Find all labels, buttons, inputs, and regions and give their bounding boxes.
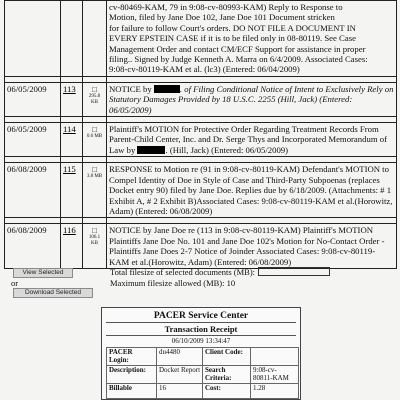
- receipt-value: 1.28: [251, 384, 299, 399]
- text-line: Management Order and contact CM/ECF Support for assistance in proper: [109, 43, 366, 54]
- receipt-label: Search Criteria:: [203, 366, 251, 384]
- receipt-row: [107, 348, 299, 366]
- text-line: cv-80469-KAM, 79 in 9:08-cv-80993-KAM) Reply to Response to: [109, 2, 343, 12]
- entry-text: NOTICE by . of Filing Conditional Notice of Intent to Exclusively Rely on Statutory Damages Provided by 18 U.S.C. 2255 (Hill, Jack) (Entered: 06/05/2009): [107, 82, 397, 116]
- max-filesize-label: Maximum filesize allowed (MB): 10: [110, 277, 236, 288]
- entry-date: 06/08/2009: [5, 163, 61, 218]
- view-selected-button[interactable]: View Selected: [13, 268, 73, 278]
- entry-text: NOTICE by Jane Doe re (113 in 9:08-cv-80119-KAM) Plaintiff's MOTION Plaintiffs Jane Doe No. 101 and Jane Doe 102's Motion for No-Contact Order -Plaintiffs Jane Does 2-7 Notice of Joinder Associated Cases: 9:08-cv-80119-KAM et al.(Horowitz, Adam) (Entered: 06/08/2009): [107, 224, 397, 269]
- text-line: Motion, filed by Jane Doe 102, Jane Doe 101 Document stricken: [109, 12, 335, 23]
- text-line: 9:08-cv-80119-KAM et al. (lc3) (Entered: 06/04/2009): [109, 64, 300, 75]
- docket-row: [5, 123, 397, 157]
- pacer-receipt: [101, 307, 301, 400]
- redaction-bar: [154, 85, 180, 93]
- or-label: or: [11, 278, 19, 288]
- docket-row: [5, 224, 397, 269]
- receipt-label: PACER Login:: [107, 348, 157, 366]
- text-line: filing.. Signed by Judge Kenneth A. Marra on 6/4/2009. Associated Cases:: [109, 54, 368, 65]
- entry-date: 06/08/2009: [5, 224, 61, 269]
- entry-number-link[interactable]: 113: [63, 83, 76, 94]
- receipt-table: [106, 347, 299, 399]
- text-line: EVERY EPSTEIN CASE if it is to be filed only in 08-80119. See Case: [109, 33, 356, 44]
- docket-row: [5, 82, 397, 116]
- receipt-value: 16: [157, 384, 203, 399]
- receipt-label: Cost:: [203, 384, 251, 399]
- receipt-label: Description:: [107, 366, 157, 384]
- entry-text: RESPONSE to Motion re (91 in 9:08-cv-80119-KAM) Defendant's MOTION to Compel Identity of Doe in Style of Case and Third-Party Subpoenas (replaces Docket entry 90) filed by Jane Doe. Replies due by 6/18/2009. (Attachments: # 1 Exhibit A, # 2 Exhibit B)Associated Cases: 9:08-cv-80119-KAM et al.(Horowitz, Adam) (Entered: 06/08/2009): [107, 163, 397, 218]
- receipt-label: Billable: [107, 384, 157, 399]
- redaction-bar: [137, 146, 165, 154]
- entry-number-link[interactable]: 115: [63, 164, 76, 175]
- select-checkbox[interactable]: □: [92, 226, 97, 236]
- total-filesize-field: [258, 267, 330, 276]
- receipt-value: 9:08-cv-80811-KAM: [251, 366, 299, 384]
- entry-number-link[interactable]: 116: [63, 225, 76, 236]
- entry-date: 06/05/2009: [5, 82, 61, 116]
- file-size: 0.6 MB: [86, 134, 103, 140]
- receipt-title: PACER Service Center: [106, 310, 296, 323]
- entry-number-link[interactable]: 114: [63, 124, 76, 135]
- receipt-subtitle: Transaction Receipt: [106, 324, 296, 336]
- receipt-label: Client Code:: [203, 348, 251, 366]
- receipt-row: [107, 384, 299, 399]
- receipt-row: [107, 366, 299, 384]
- entry-text: Plaintiff's MOTION for Protective Order Regarding Treatment Records From Parent-Child Center, Inc. and Dr. Serge Thys and Incorporated Memorandum of Law by . (Hill, Jack) (Entered: 06/05/2009): [107, 123, 397, 157]
- receipt-timestamp: 06/10/2009 13:34:47: [171, 337, 231, 345]
- receipt-value: Docket Report: [157, 366, 203, 384]
- entry-date: 06/05/2009: [5, 123, 61, 157]
- filesize-info: [110, 267, 330, 288]
- docket-table: [4, 0, 397, 269]
- receipt-value: du4480: [157, 348, 203, 366]
- text-line: for failure to follow Court's orders. DO NOT FILE A DOCUMENT IN: [109, 22, 356, 33]
- select-checkbox[interactable]: □: [92, 125, 97, 135]
- file-size: 106.1 KB: [88, 235, 101, 247]
- total-filesize-label: Total filesize of selected documents (MB):: [110, 267, 256, 277]
- receipt-value: [251, 348, 299, 366]
- select-checkbox[interactable]: □: [92, 84, 97, 94]
- select-checkbox[interactable]: □: [92, 165, 97, 175]
- file-size: 3.8 MB: [86, 174, 103, 180]
- entry-text: [107, 1, 397, 77]
- docket-row: [5, 163, 397, 218]
- docket-row-top: [5, 1, 397, 77]
- file-size: 295.8 KB: [88, 93, 101, 105]
- download-selected-button[interactable]: Download Selected: [13, 288, 93, 298]
